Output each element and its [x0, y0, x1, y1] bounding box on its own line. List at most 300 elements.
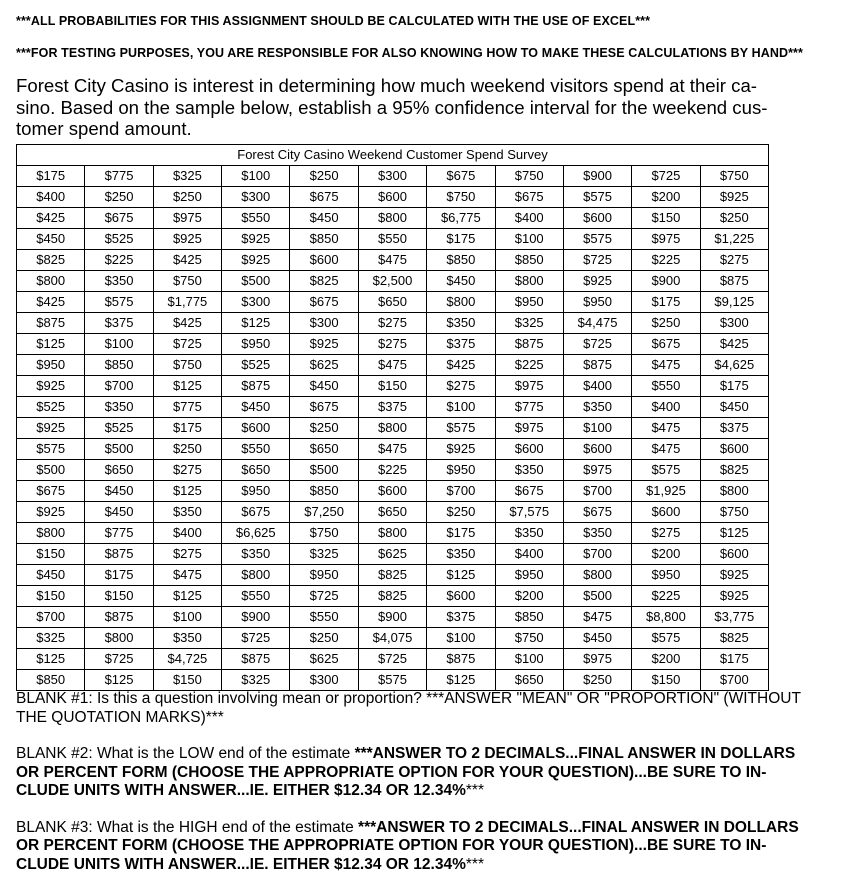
table-cell: $4,725: [153, 649, 221, 670]
table-cell: $550: [222, 208, 290, 229]
table-cell: $775: [85, 523, 153, 544]
table-cell: $500: [17, 460, 85, 481]
problem-statement-line: tomer spend amount.: [16, 118, 192, 139]
table-cell: $450: [563, 628, 631, 649]
table-cell: $125: [222, 313, 290, 334]
table-cell: $350: [495, 523, 563, 544]
table-cell: $875: [563, 355, 631, 376]
table-cell: $150: [632, 670, 700, 691]
table-cell: $750: [427, 187, 495, 208]
table-cell: $400: [495, 544, 563, 565]
table-cell: $350: [85, 271, 153, 292]
table-cell: $275: [153, 544, 221, 565]
table-cell: $175: [427, 523, 495, 544]
table-cell: $625: [358, 544, 426, 565]
table-cell: $800: [700, 481, 768, 502]
table-cell: $450: [290, 376, 358, 397]
table-cell: $900: [632, 271, 700, 292]
table-cell: $450: [222, 397, 290, 418]
table-cell: $7,250: [290, 502, 358, 523]
table-cell: $925: [153, 229, 221, 250]
table-cell: $125: [153, 376, 221, 397]
table-cell: $675: [495, 187, 563, 208]
table-cell: $875: [222, 649, 290, 670]
table-cell: $600: [290, 250, 358, 271]
table-row: [17, 334, 769, 355]
table-cell: $9,125: [700, 292, 768, 313]
table-cell: $425: [17, 208, 85, 229]
table-cell: $175: [153, 418, 221, 439]
table-cell: $975: [153, 208, 221, 229]
spend-survey-table: [16, 144, 769, 691]
table-cell: $100: [495, 649, 563, 670]
table-cell: $6,625: [222, 523, 290, 544]
table-cell: $825: [700, 628, 768, 649]
table-cell: $975: [563, 460, 631, 481]
table-cell: $425: [153, 250, 221, 271]
table-cell: $325: [153, 166, 221, 187]
table-cell: $925: [563, 271, 631, 292]
table-cell: $575: [427, 418, 495, 439]
table-cell: $150: [17, 544, 85, 565]
table-cell: $175: [700, 376, 768, 397]
blank-3-instruction: ***ANSWER TO 2 DECIMALS...FINAL ANSWER IN DOLLARS: [358, 818, 799, 836]
table-cell: $575: [563, 187, 631, 208]
table-cell: $650: [358, 292, 426, 313]
table-cell: $675: [427, 166, 495, 187]
table-cell: $100: [85, 334, 153, 355]
table-cell: $900: [222, 607, 290, 628]
table-cell: $325: [495, 313, 563, 334]
table-cell: $825: [358, 586, 426, 607]
table-cell: $275: [153, 460, 221, 481]
table-row: [17, 670, 769, 691]
table-cell: $950: [222, 481, 290, 502]
table-cell: $325: [222, 670, 290, 691]
table-cell: $4,075: [358, 628, 426, 649]
table-cell: $625: [290, 649, 358, 670]
table-cell: $650: [290, 439, 358, 460]
table-row: [17, 481, 769, 502]
table-cell: $350: [495, 460, 563, 481]
table-row: [17, 376, 769, 397]
table-cell: $675: [563, 502, 631, 523]
table-cell: $275: [427, 376, 495, 397]
table-cell: $375: [358, 397, 426, 418]
table-cell: $1,925: [632, 481, 700, 502]
table-cell: $800: [17, 271, 85, 292]
table-cell: $100: [153, 607, 221, 628]
table-cell: $200: [495, 586, 563, 607]
table-cell: $750: [153, 355, 221, 376]
table-cell: $975: [632, 229, 700, 250]
table-cell: $550: [222, 439, 290, 460]
table-cell: $850: [495, 250, 563, 271]
table-cell: $375: [700, 418, 768, 439]
table-cell: $600: [700, 544, 768, 565]
table-cell: $475: [632, 355, 700, 376]
table-cell: $825: [290, 271, 358, 292]
blank-2-end: ***: [465, 782, 484, 799]
table-cell: $400: [495, 208, 563, 229]
table-cell: $125: [153, 481, 221, 502]
table-cell: $200: [632, 649, 700, 670]
table-cell: $300: [290, 313, 358, 334]
table-cell: $700: [17, 607, 85, 628]
table-cell: $550: [358, 229, 426, 250]
table-row: [17, 523, 769, 544]
table-cell: $600: [563, 439, 631, 460]
table-cell: $750: [700, 166, 768, 187]
table-cell: $850: [290, 481, 358, 502]
blank-2-line: OR PERCENT FORM (CHOOSE THE APPROPRIATE OPTION FOR YOUR QUESTION)...BE SURE TO IN-: [16, 763, 767, 781]
table-cell: $4,625: [700, 355, 768, 376]
table-cell: $450: [85, 481, 153, 502]
blank-3-line: CLUDE UNITS WITH ANSWER...IE. EITHER $12.34 OR 12.34%: [16, 855, 466, 873]
table-cell: $550: [632, 376, 700, 397]
table-cell: $825: [358, 565, 426, 586]
table-cell: $225: [85, 250, 153, 271]
table-cell: $650: [222, 460, 290, 481]
table-cell: $875: [700, 271, 768, 292]
table-cell: $450: [17, 565, 85, 586]
table-cell: $875: [427, 649, 495, 670]
table-body: [17, 166, 769, 691]
table-cell: $475: [358, 439, 426, 460]
table-cell: $425: [427, 355, 495, 376]
blank-3-question: [16, 819, 861, 875]
table-cell: $175: [85, 565, 153, 586]
table-cell: $100: [222, 166, 290, 187]
table-cell: $125: [700, 523, 768, 544]
table-cell: $250: [427, 502, 495, 523]
table-cell: $600: [222, 418, 290, 439]
table-cell: $175: [632, 292, 700, 313]
table-cell: $950: [632, 565, 700, 586]
table-cell: $300: [222, 187, 290, 208]
table-cell: $575: [563, 229, 631, 250]
table-cell: $600: [563, 208, 631, 229]
table-cell: $800: [222, 565, 290, 586]
table-cell: $350: [222, 544, 290, 565]
table-row: [17, 544, 769, 565]
table-cell: $825: [700, 460, 768, 481]
table-cell: $825: [17, 250, 85, 271]
table-cell: $725: [222, 628, 290, 649]
table-row: [17, 355, 769, 376]
table-cell: $675: [290, 292, 358, 313]
table-cell: $875: [17, 313, 85, 334]
blank-2-prefix: BLANK #2: What is the LOW end of the estimate: [16, 745, 355, 762]
table-cell: $150: [632, 208, 700, 229]
table-cell: $850: [17, 670, 85, 691]
table-row: [17, 250, 769, 271]
table-cell: $975: [495, 418, 563, 439]
blank-1-line: THE QUOTATION MARKS)***: [16, 708, 224, 726]
table-cell: $275: [358, 334, 426, 355]
table-cell: $425: [153, 313, 221, 334]
table-cell: $575: [632, 460, 700, 481]
table-cell: $850: [85, 355, 153, 376]
table-cell: $925: [222, 250, 290, 271]
table-cell: $3,775: [700, 607, 768, 628]
table-cell: $775: [85, 166, 153, 187]
table-cell: $325: [290, 544, 358, 565]
table-row: [17, 502, 769, 523]
table-cell: $725: [153, 334, 221, 355]
table-cell: $450: [17, 229, 85, 250]
table-cell: $725: [290, 586, 358, 607]
table-cell: $600: [358, 481, 426, 502]
table-cell: $925: [427, 439, 495, 460]
table-cell: $725: [632, 166, 700, 187]
table-cell: $7,575: [495, 502, 563, 523]
table-cell: $850: [427, 250, 495, 271]
table-cell: $350: [427, 313, 495, 334]
table-cell: $600: [700, 439, 768, 460]
table-cell: $250: [153, 187, 221, 208]
table-row: [17, 628, 769, 649]
table-cell: $725: [358, 649, 426, 670]
table-cell: $575: [17, 439, 85, 460]
table-row: [17, 397, 769, 418]
table-cell: $650: [358, 502, 426, 523]
table-cell: $875: [85, 607, 153, 628]
table-row: [17, 187, 769, 208]
table-cell: $675: [85, 208, 153, 229]
table-cell: $775: [153, 397, 221, 418]
excel-instruction-header: ***ALL PROBABILITIES FOR THIS ASSIGNMENT SHOULD BE CALCULATED WITH THE USE OF EXCEL***: [16, 14, 651, 28]
table-row: [17, 292, 769, 313]
table-cell: $700: [563, 544, 631, 565]
table-cell: $525: [222, 355, 290, 376]
problem-statement-line: sino. Based on the sample below, establish a 95% confidence interval for the weekend cus-: [16, 96, 768, 118]
table-cell: $2,500: [358, 271, 426, 292]
table-cell: $450: [85, 502, 153, 523]
table-cell: $125: [427, 670, 495, 691]
table-cell: $8,800: [632, 607, 700, 628]
table-cell: $925: [222, 229, 290, 250]
table-cell: $225: [358, 460, 426, 481]
blank-2-instruction: ***ANSWER TO 2 DECIMALS...FINAL ANSWER IN DOLLARS: [354, 745, 796, 762]
table-cell: $875: [495, 334, 563, 355]
table-cell: $750: [495, 628, 563, 649]
table-row: [17, 607, 769, 628]
table-cell: $600: [495, 439, 563, 460]
table-cell: $300: [222, 292, 290, 313]
table-cell: $125: [17, 649, 85, 670]
table-cell: $975: [495, 376, 563, 397]
table-cell: $375: [427, 607, 495, 628]
table-cell: $325: [17, 628, 85, 649]
table-cell: $675: [290, 397, 358, 418]
table-cell: $650: [85, 460, 153, 481]
table-cell: $925: [700, 565, 768, 586]
table-cell: $100: [563, 418, 631, 439]
table-cell: $800: [358, 523, 426, 544]
table-cell: $500: [85, 439, 153, 460]
table-cell: $350: [563, 397, 631, 418]
testing-instruction-header: ***FOR TESTING PURPOSES, YOU ARE RESPONSIBLE FOR ALSO KNOWING HOW TO MAKE THESE CALCULATIONS BY HAND***: [16, 46, 803, 60]
table-row: [17, 418, 769, 439]
table-cell: $475: [358, 355, 426, 376]
table-cell: $275: [700, 250, 768, 271]
table-cell: $775: [495, 397, 563, 418]
table-cell: $200: [632, 187, 700, 208]
table-cell: $800: [358, 208, 426, 229]
table-cell: $250: [85, 187, 153, 208]
table-cell: $925: [700, 187, 768, 208]
table-cell: $800: [427, 292, 495, 313]
blank-2-line: CLUDE UNITS WITH ANSWER...IE. EITHER $12.34 OR 12.34%: [16, 782, 466, 799]
table-cell: $1,775: [153, 292, 221, 313]
table-row: [17, 460, 769, 481]
table-cell: $450: [700, 397, 768, 418]
table-cell: $350: [563, 523, 631, 544]
table-cell: $150: [85, 586, 153, 607]
table-cell: $150: [153, 670, 221, 691]
table-cell: $250: [632, 313, 700, 334]
table-cell: $450: [427, 271, 495, 292]
table-cell: $275: [358, 313, 426, 334]
table-cell: $725: [85, 649, 153, 670]
blank-3-end: ***: [465, 855, 484, 873]
table-cell: $400: [153, 523, 221, 544]
table-cell: $400: [17, 187, 85, 208]
table-cell: $925: [17, 502, 85, 523]
table-cell: $550: [290, 607, 358, 628]
table-cell: $350: [153, 502, 221, 523]
table-row: [17, 208, 769, 229]
table-cell: $225: [495, 355, 563, 376]
table-row: [17, 229, 769, 250]
table-cell: $750: [495, 166, 563, 187]
table-cell: $925: [700, 586, 768, 607]
table-cell: $250: [153, 439, 221, 460]
table-cell: $500: [563, 586, 631, 607]
table-cell: $375: [85, 313, 153, 334]
questions-section: [16, 690, 861, 874]
table-cell: $750: [700, 502, 768, 523]
table-cell: $850: [290, 229, 358, 250]
table-cell: $6,775: [427, 208, 495, 229]
table-cell: $925: [17, 418, 85, 439]
table-row: [17, 586, 769, 607]
blank-3-prefix: BLANK #3: What is the HIGH end of the estimate: [16, 818, 359, 836]
table-cell: $350: [427, 544, 495, 565]
table-cell: $475: [632, 418, 700, 439]
table-cell: $225: [632, 586, 700, 607]
table-cell: $725: [563, 250, 631, 271]
table-cell: $800: [358, 418, 426, 439]
table-cell: $725: [563, 334, 631, 355]
table-cell: $800: [495, 271, 563, 292]
table-cell: $125: [85, 670, 153, 691]
table-cell: $800: [563, 565, 631, 586]
table-row: [17, 439, 769, 460]
table-cell: $125: [153, 586, 221, 607]
table-cell: $875: [85, 544, 153, 565]
table-cell: $575: [85, 292, 153, 313]
table-cell: $250: [700, 208, 768, 229]
table-row: [17, 649, 769, 670]
table-row: [17, 271, 769, 292]
table-cell: $350: [85, 397, 153, 418]
table-cell: $175: [700, 649, 768, 670]
table-cell: $700: [85, 376, 153, 397]
table-cell: $850: [495, 607, 563, 628]
table-cell: $875: [222, 376, 290, 397]
table-row: [17, 166, 769, 187]
table-cell: $525: [17, 397, 85, 418]
table-cell: $675: [290, 187, 358, 208]
blank-1-question: [16, 690, 861, 727]
table-cell: $100: [495, 229, 563, 250]
table-cell: $800: [17, 523, 85, 544]
table-cell: $625: [290, 355, 358, 376]
table-cell: $650: [495, 670, 563, 691]
table-cell: $700: [563, 481, 631, 502]
table-cell: $375: [427, 334, 495, 355]
table-title: Forest City Casino Weekend Customer Spend Survey: [17, 145, 769, 166]
table-cell: $225: [632, 250, 700, 271]
table-cell: $750: [290, 523, 358, 544]
table-cell: $975: [563, 649, 631, 670]
table-cell: $300: [700, 313, 768, 334]
table-cell: $675: [222, 502, 290, 523]
table-cell: $400: [632, 397, 700, 418]
table-cell: $950: [495, 565, 563, 586]
table-cell: $950: [290, 565, 358, 586]
table-cell: $125: [427, 565, 495, 586]
table-cell: $900: [563, 166, 631, 187]
table-cell: $475: [632, 439, 700, 460]
table-cell: $600: [632, 502, 700, 523]
table-cell: $600: [358, 187, 426, 208]
table-cell: $575: [632, 628, 700, 649]
table-cell: $500: [222, 271, 290, 292]
table-cell: $475: [153, 565, 221, 586]
table-row: [17, 313, 769, 334]
blank-3-line: OR PERCENT FORM (CHOOSE THE APPROPRIATE OPTION FOR YOUR QUESTION)...BE SURE TO IN-: [16, 837, 767, 854]
problem-statement-line: Forest City Casino is interest in determining how much weekend visitors spend at their ca-: [16, 75, 757, 96]
table-cell: $4,475: [563, 313, 631, 334]
table-cell: $525: [85, 229, 153, 250]
table-cell: $400: [563, 376, 631, 397]
table-cell: $175: [17, 166, 85, 187]
table-cell: $1,225: [700, 229, 768, 250]
table-cell: $125: [17, 334, 85, 355]
blank-2-question: [16, 745, 861, 801]
table-cell: $950: [222, 334, 290, 355]
table-cell: $250: [563, 670, 631, 691]
table-cell: $750: [153, 271, 221, 292]
table-cell: $425: [700, 334, 768, 355]
blank-1-line: BLANK #1: Is this a question involving mean or proportion? ***ANSWER "MEAN" OR "PROPORTION" (WITHOUT: [16, 690, 801, 707]
table-cell: $250: [290, 628, 358, 649]
table-cell: $425: [17, 292, 85, 313]
table-cell: $575: [358, 670, 426, 691]
problem-statement: [16, 75, 836, 140]
table-cell: $200: [632, 544, 700, 565]
table-cell: $275: [632, 523, 700, 544]
table-cell: $925: [17, 376, 85, 397]
table-cell: $950: [563, 292, 631, 313]
table-cell: $550: [222, 586, 290, 607]
table-cell: $450: [290, 208, 358, 229]
table-cell: $700: [427, 481, 495, 502]
table-row: [17, 565, 769, 586]
